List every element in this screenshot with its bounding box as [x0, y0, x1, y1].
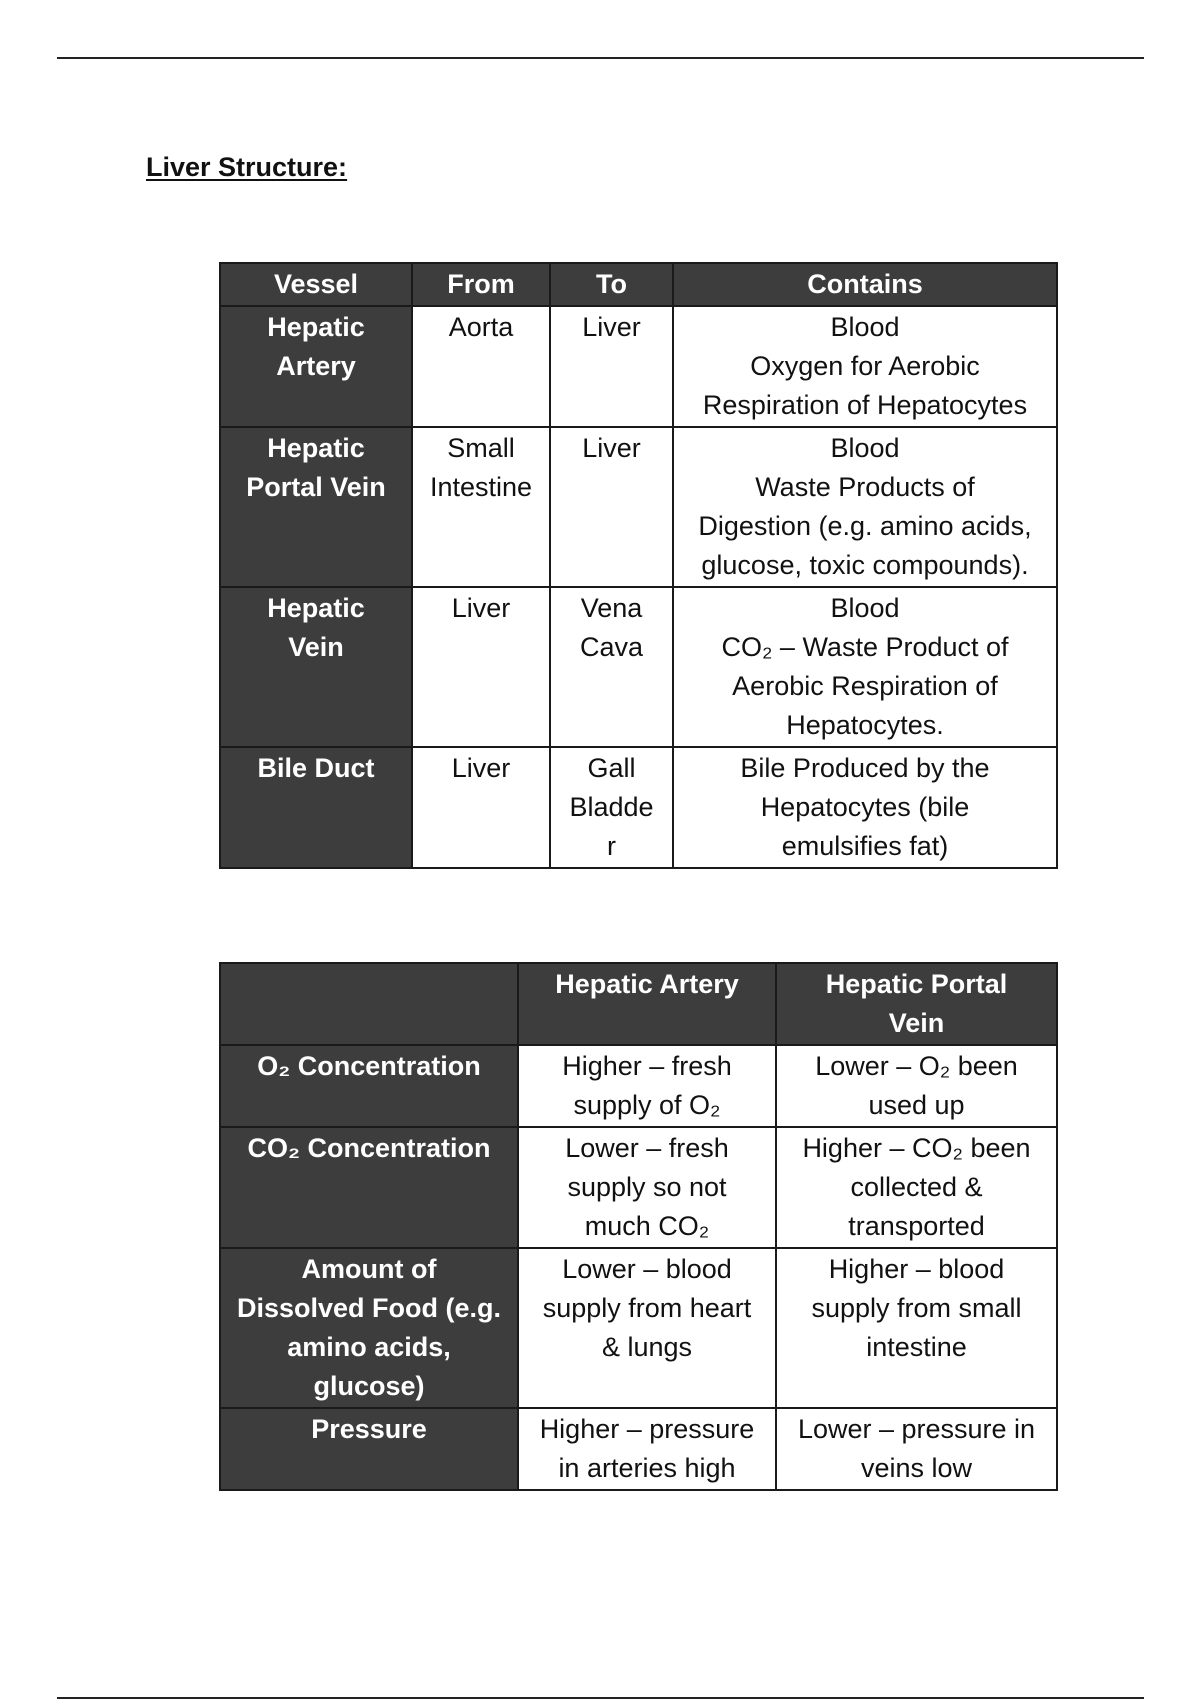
cell-line: supply from heart: [542, 1293, 752, 1323]
contains-cell: [673, 747, 1057, 868]
portal-vein-cell: [776, 1127, 1057, 1248]
cell-line: CO₂ – Waste Product of: [721, 632, 1009, 662]
page-title: Liver Structure:: [146, 152, 348, 182]
cell-line: Liver: [451, 593, 511, 623]
cell-line: Hepatocytes.: [786, 710, 944, 740]
property-cell: [220, 1248, 518, 1408]
vessel-cell: [220, 306, 412, 427]
cell-line: Liver: [582, 433, 641, 463]
cell-line: in arteries high: [558, 1453, 736, 1483]
cell-line: r: [607, 831, 616, 861]
cell-line: emulsifies fat): [781, 831, 949, 861]
portal-vein-cell: [776, 1248, 1057, 1408]
cell-line: supply of O₂: [573, 1090, 721, 1120]
cell-line: Hepatocytes (bile: [760, 792, 970, 822]
table-row: [220, 1408, 1057, 1490]
cell-line: Aerobic Respiration of: [732, 671, 998, 701]
artery-cell: [518, 1248, 776, 1408]
cell-line: Gall: [587, 753, 636, 783]
cell-line: Respiration of Hepatocytes: [702, 390, 1028, 420]
vessel-cell: [220, 747, 412, 868]
vessel-cell: [220, 587, 412, 747]
cell-line: Blood: [830, 312, 900, 342]
cell-line: Vena: [580, 593, 643, 623]
cell-line: Hepatic: [267, 593, 365, 623]
cell-line: Pressure: [311, 1414, 427, 1444]
cell-line: Bile Duct: [257, 753, 375, 783]
cell-line: Bladde: [569, 792, 654, 822]
bottom-rule: [57, 1697, 1144, 1699]
cell-line: Higher – CO₂ been: [802, 1133, 1031, 1163]
cell-line: Liver: [582, 312, 641, 342]
hepatic-portal-vein-header: [776, 963, 1057, 1045]
cell-line: Hepatic Portal: [825, 969, 1008, 999]
contains-cell: [673, 587, 1057, 747]
cell-line: Digestion (e.g. amino acids,: [698, 511, 1032, 541]
to-cell: [550, 427, 673, 587]
comparison-table-header-row: [220, 963, 1057, 1045]
contains-header: Contains: [673, 263, 1057, 306]
cell-line: Lower – blood: [562, 1254, 732, 1284]
to-header: To: [550, 263, 673, 306]
cell-line: Liver: [451, 753, 511, 783]
artery-cell: [518, 1408, 776, 1490]
property-cell: [220, 1408, 518, 1490]
cell-line: Hepatic: [267, 433, 365, 463]
cell-line: Intestine: [429, 472, 533, 502]
hepatic-artery-header: [518, 963, 776, 1045]
cell-line: CO₂ Concentration: [247, 1133, 491, 1163]
cell-line: Vein: [288, 632, 344, 662]
table-row: [220, 1045, 1057, 1127]
from-header: From: [412, 263, 550, 306]
cell-line: Higher – fresh: [562, 1051, 732, 1081]
cell-line: used up: [868, 1090, 965, 1120]
table-row: [220, 1127, 1057, 1248]
cell-line: Portal Vein: [246, 472, 386, 502]
comparison-table: [219, 962, 1058, 1491]
vessel-header: Vessel: [220, 263, 412, 306]
artery-cell: [518, 1127, 776, 1248]
cell-line: supply from small: [811, 1293, 1022, 1323]
cell-line: Lower – pressure in: [797, 1414, 1036, 1444]
cell-line: Small: [447, 433, 515, 463]
cell-line: Dissolved Food (e.g.: [236, 1293, 502, 1323]
cell-line: Oxygen for Aerobic: [750, 351, 980, 381]
cell-line: Higher – blood: [828, 1254, 1005, 1284]
table-row: [220, 1248, 1057, 1408]
from-cell: [412, 427, 550, 587]
cell-line: Lower – fresh: [565, 1133, 729, 1163]
cell-line: Higher – pressure: [539, 1414, 755, 1444]
cell-line: Lower – O₂ been: [815, 1051, 1018, 1081]
contains-cell: [673, 427, 1057, 587]
cell-line: Bile Produced by the: [740, 753, 990, 783]
cell-line: transported: [848, 1211, 985, 1241]
vessel-cell: [220, 427, 412, 587]
cell-line: supply so not: [567, 1172, 727, 1202]
to-cell: [550, 747, 673, 868]
portal-vein-cell: [776, 1408, 1057, 1490]
cell-line: Amount of: [301, 1254, 437, 1284]
cell-line: O₂ Concentration: [257, 1051, 481, 1081]
cell-line: Cava: [579, 632, 644, 662]
table-row: [220, 747, 1057, 868]
cell-line: & lungs: [601, 1332, 693, 1362]
cell-line: glucose, toxic compounds).: [701, 550, 1029, 580]
cell-line: amino acids,: [287, 1332, 451, 1362]
to-cell: [550, 587, 673, 747]
cell-line: Blood: [830, 433, 900, 463]
cell-line: Hepatic Artery: [555, 969, 739, 999]
cell-line: Vein: [888, 1008, 945, 1038]
artery-cell: [518, 1045, 776, 1127]
contains-cell: [673, 306, 1057, 427]
cell-line: Aorta: [448, 312, 514, 342]
cell-line: collected &: [850, 1172, 983, 1202]
cell-line: Hepatic: [267, 312, 365, 342]
cell-line: much CO₂: [584, 1211, 710, 1241]
top-rule: [57, 57, 1144, 59]
blank-corner-header: [220, 963, 518, 1045]
portal-vein-cell: [776, 1045, 1057, 1127]
cell-line: Waste Products of: [755, 472, 975, 502]
cell-line: Artery: [276, 351, 356, 381]
table-row: [220, 306, 1057, 427]
cell-line: Blood: [830, 593, 900, 623]
table-row: [220, 587, 1057, 747]
cell-line: glucose): [313, 1371, 425, 1401]
vessel-table: [219, 262, 1058, 869]
to-cell: [550, 306, 673, 427]
property-cell: [220, 1045, 518, 1127]
from-cell: [412, 587, 550, 747]
cell-line: intestine: [866, 1332, 967, 1362]
cell-line: veins low: [860, 1453, 973, 1483]
from-cell: [412, 306, 550, 427]
vessel-table-header-row: [220, 263, 1057, 306]
property-cell: [220, 1127, 518, 1248]
table-row: [220, 427, 1057, 587]
from-cell: [412, 747, 550, 868]
